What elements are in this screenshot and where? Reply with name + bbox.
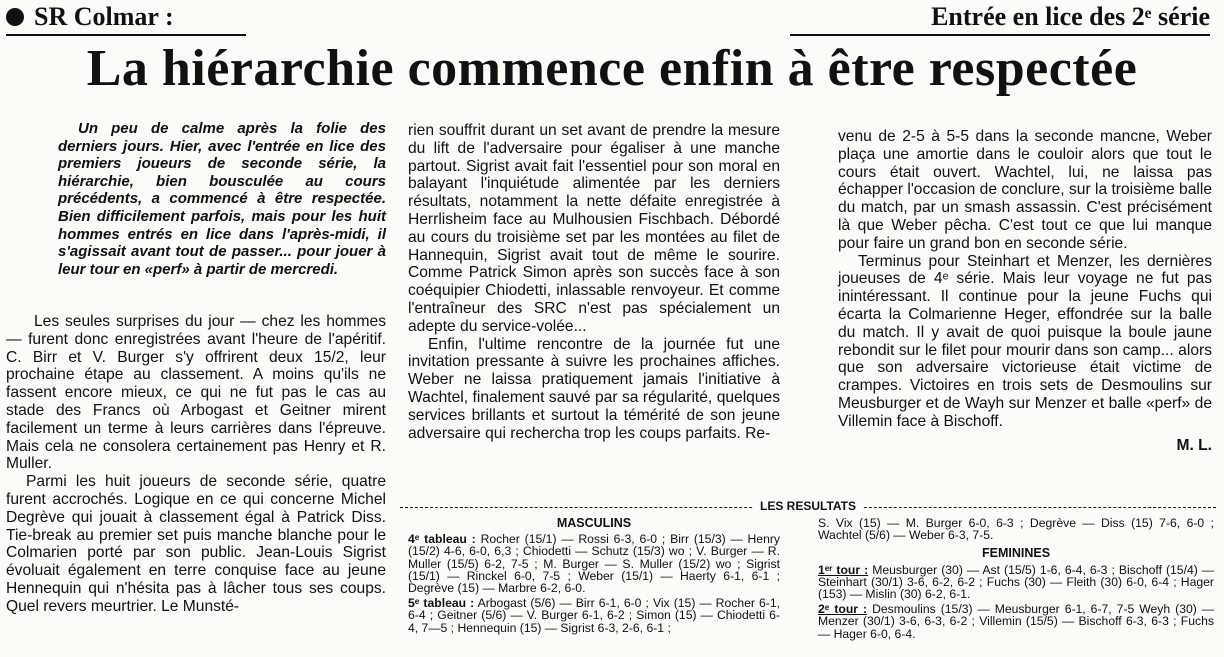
rubric-left	[6, 2, 174, 32]
results-label: 5ᵉ tableau :	[408, 596, 475, 611]
results-text: Desmoulins (15/3) — Meusburger 6-1, 6-7, 7-5 Weyh (30) — Menzer (30/1) 3-6, 6-3, 6-2 ; Villemin (15/5) — Bischoff 6-3, 6-3 ; Fuchs — Hager 6-0, 6-4.	[818, 602, 1214, 641]
intro-paragraph: Un peu de calme après la folie des derniers jours. Hier, avec l'entrée en lice des premiers joueurs de seconde série, la hiérarchie, bien bousculée au cours précédents, a commencé à être respectée. Bien difficilement parfois, mais pour les huit hommes entrés en lice dans l'après-midi, il s'agissait avant tout de passer... pour jouer à leur tour en «perf» à partir de mercredi.	[58, 120, 386, 278]
headline: La hiérarchie commence enfin à être respectée	[86, 40, 1138, 97]
results-heading-masculins: MASCULINS	[556, 516, 632, 530]
paragraph: rien souffrit durant un set avant de prendre la mesure du lift de l'adversaire pour égaliser à une manche partout. Sigrist avait fait l'essentiel pour son moral en balayant l'inquiétude alimentée par les derniers résultats, notamment la nette défaite enregistrée à Herrlisheim face au Mulhousien Fischbach. Débordé au cours du troisième set par les montées au filet de Hannequin, Sigrist avait tout de même le sourire. Comme Patrick Simon après son succès face à son coéquipier Chiodetti, inlassable renvoyeur. Et comme l'entraîneur des SRC n'est pas spécialement un adepte du service-volée...	[408, 122, 780, 335]
results-heading-feminines: FEMININES	[981, 546, 1051, 561]
rubric-left-text: SR Colmar :	[34, 2, 174, 31]
article-column-3	[838, 128, 1212, 454]
results-item	[408, 533, 780, 594]
rubric-underline-left	[6, 34, 246, 36]
results-item	[818, 603, 1214, 640]
results-text: Meusburger (30) — Ast (15/5) 1-6, 6-4, 6-3 ; Bischoff (15/4) — Steinhart (30/1) 3-6, 6-2, 6-2 ; Fuchs (30) — Fleith (30) 6-0, 6-4 ; Hager (153) — Mislin (30) 6-2, 6-1.	[818, 562, 1214, 602]
paragraph: venu de 2-5 à 5-5 dans la seconde mancne, Weber plaça une amortie dans le couloir alors que tout le cours était ouvert. Wachtel, lui, ne laissa pas échapper l'occasion de conclure, sur la troisième balle du match, par un smash assassin. C'est précisément là que Weber pêcha. C'est tout ce que lui manque pour faire un grand bon en seconde série.	[838, 128, 1212, 252]
results-title	[400, 499, 1216, 515]
results-text: Arbogast (5/6) — Birr 6-1, 6-0 ; Vix (15) — Rocher 6-1, 6-4 ; Geitner (5/6) — V. Burger 6-1, 6-2 ; Simon (15) — Chiodetti 6-4, 7—5 ; Hennequin (15) — Sigrist 6-3, 2-6, 6-1 ;	[408, 596, 781, 635]
article-column-1	[6, 313, 386, 616]
results-text: Rocher (15/1) — Rossi 6-3, 6-0 ; Birr (15/3) — Henry (15/2) 4-6, 6-0, 6,3 ; Chiodetti — Schutz (15/3) wo ; V. Burger — R. Muller (15/5) 6-2, 7-5 ; M. Burger — S. Muller (15/2) wo ; Sigrist (15/1) — Rinckel 6-0, 7-5 ; Weber (15/1) — Haerty 6-1, 6-1 ; Degrève (15) — Marbre 6-2, 6-0.	[408, 532, 781, 596]
paragraph: Terminus pour Steinhart et Menzer, les dernières joueuses de 4ᵉ série. Mais leur voyage ne fut pas inintéressant. Il continue pour la jeune Fuchs qui écarta la Colmarienne Heger, effondrée sur la balle du match. Il y avait de quoi puisque la boule jaune rebondit sur le filet pour mourir dans son camp... alors que son adversaire victorieuse était victime de crampes. Victoires en trois sets de Desmoulins sur Meusburger et de Wayh sur Menzer et balle «perf» de Villemin face à Bischoff.	[838, 252, 1212, 430]
paragraph: Les seules surprises du jour — chez les hommes — furent donc enregistrées avant l'heure de l'apéritif. C. Birr et V. Burger s'y offrirent deux 15/2, leur prochaine étape au classement. A moins qu'ils ne fassent encore mieux, ce qui ne fut pas le cas au stade des Francs où Arbogast et Geitner mirent facilement un terme à leurs carrières dans l'épreuve. Mais cela ne consolera certainement pas Henry et R. Muller.	[6, 313, 386, 473]
rubric-underline-right	[790, 34, 1210, 36]
rubric-right: Entrée en lice des 2ᵉ série	[931, 2, 1210, 31]
article-column-2	[408, 122, 780, 442]
results-text: S. Vix (15) — M. Burger 6-0, 6-3 ; Degrève — Diss (15) 7-6, 6-0 ; Wachtel (5/6) — Weber 6-3, 7-5.	[818, 516, 1214, 543]
author-signature: M. L.	[1176, 436, 1212, 454]
paragraph: Parmi les huit joueurs de seconde série, quatre furent accrochés. Logique en ce qui concerne Michel Degrève qui jouait à classement égal à Patrick Diss. Tie-break au premier set puis manche blanche pour le Colmarien porté par son public. Jean-Louis Sigrist évoluait également en terre conquise face au jeune Hennequin qui n'hésita pas à lâcher tous ses coups. Quel revers meurtrier. Le Munsté-	[6, 473, 386, 615]
results-title-text: LES RESULTATS	[754, 499, 862, 513]
bullet-icon	[6, 8, 24, 26]
results-label: 2ᵉ tour :	[818, 602, 868, 617]
paragraph: Enfin, l'ultime rencontre de la journée fut une invitation pressante à suivre les prochaines affiches. Weber ne laissa pratiquement jamais l'initiative à Wachtel, finalement sauvé par sa régularité, quelques services brillants et surtout la témérité de son jeune adversaire qui rechercha trop les coups parfaits. Re-	[408, 335, 780, 442]
results-label: 4ᵉ tableau :	[408, 532, 476, 547]
results-item	[818, 564, 1214, 601]
results-masculins	[408, 517, 780, 637]
results-continued	[818, 517, 1214, 643]
results-item	[408, 597, 780, 634]
results-label: 1ᵉʳ tour :	[818, 562, 869, 577]
intro-lead	[58, 120, 386, 278]
